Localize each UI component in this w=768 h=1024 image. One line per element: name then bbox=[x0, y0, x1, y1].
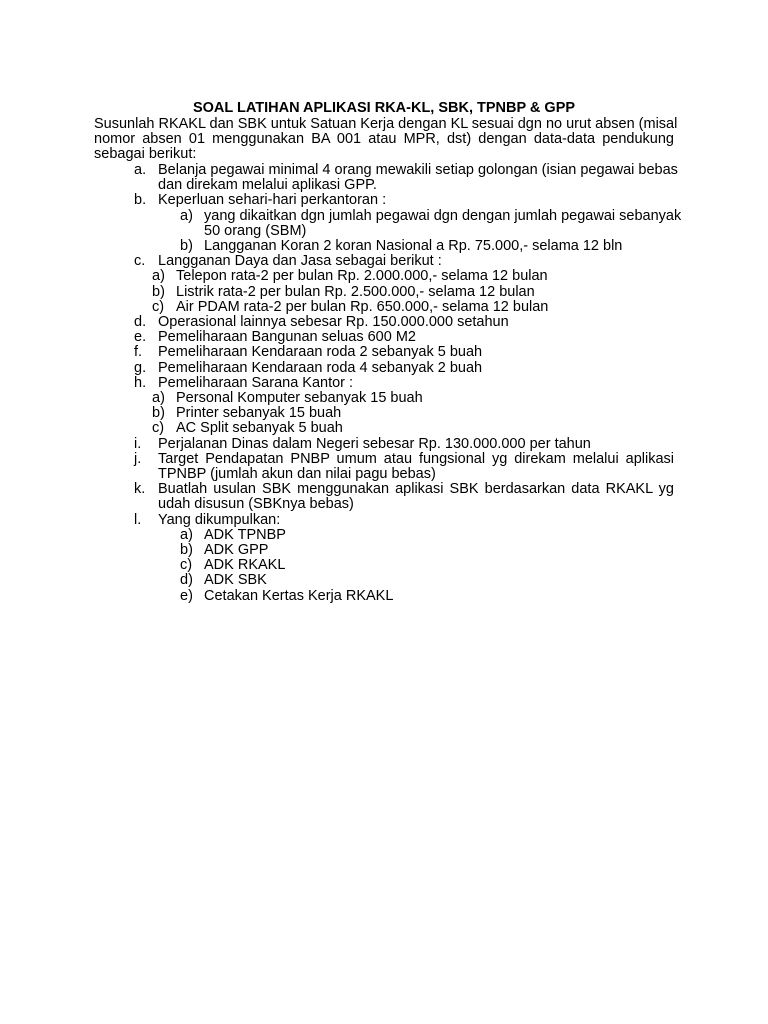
list-item-text: Pemeliharaan Kendaraan roda 4 sebanyak 2 buah bbox=[158, 359, 483, 376]
list-marker: c. bbox=[134, 253, 146, 270]
list-marker: a. bbox=[134, 162, 147, 178]
sub-item bbox=[94, 269, 674, 284]
list-item-text: Pemeliharaan Kendaraan roda 2 sebanyak 5 buah bbox=[158, 344, 483, 361]
sub-item bbox=[94, 543, 674, 558]
sub-marker: c) bbox=[152, 298, 165, 315]
sub-marker: b) bbox=[180, 542, 193, 559]
list-item-d bbox=[94, 315, 674, 330]
sub-item-text: Langganan Koran 2 koran Nasional a Rp. 75.000,- selama 12 bln bbox=[204, 238, 623, 255]
list-item-text: Perjalanan Dinas dalam Negeri sebesar Rp. 130.000.000 per tahun bbox=[158, 435, 591, 452]
sub-marker: a) bbox=[180, 526, 193, 543]
sub-marker: b) bbox=[152, 405, 165, 422]
list-item-text: Keperluan sehari-hari perkantoran : bbox=[158, 192, 387, 209]
sub-item bbox=[94, 406, 674, 421]
list-item-text: Target Pendapatan PNBP umum atau fungsional yg direkam melalui aplikasi bbox=[158, 450, 674, 467]
sub-item-text: yang dikaitkan dgn jumlah pegawai dgn dengan jumlah pegawai sebanyak bbox=[204, 207, 682, 224]
list-item-f bbox=[94, 345, 674, 360]
list-item-text: Buatlah usulan SBK menggunakan aplikasi SBK berdasarkan data RKAKL yg bbox=[158, 481, 674, 498]
list-marker: i. bbox=[134, 435, 142, 452]
list-item-text: Langganan Daya dan Jasa sebagai berikut : bbox=[158, 253, 442, 270]
sub-marker: a) bbox=[152, 268, 165, 285]
list-item-text: Pemeliharaan Bangunan seluas 600 M2 bbox=[158, 329, 416, 346]
list-item-text: Yang dikumpulkan: bbox=[158, 511, 281, 528]
sub-item-text: Air PDAM rata-2 per bulan Rp. 650.000,- selama 12 bulan bbox=[176, 298, 549, 315]
sub-item-text: ADK RKAKL bbox=[204, 557, 286, 574]
sub-marker: b) bbox=[152, 283, 165, 300]
list-marker: h. bbox=[134, 374, 147, 391]
sub-item bbox=[94, 558, 674, 573]
list-item-g bbox=[94, 361, 674, 376]
list-item-a bbox=[94, 162, 678, 194]
sub-marker: c) bbox=[180, 557, 193, 574]
list-item-text: Operasional lainnya sebesar Rp. 150.000.000 setahun bbox=[158, 314, 509, 331]
list-item-k bbox=[94, 482, 674, 512]
sub-item-text: 50 orang (SBM) bbox=[204, 222, 307, 239]
list-marker: f. bbox=[134, 344, 143, 361]
sub-marker: b) bbox=[180, 238, 193, 255]
sub-item-text: ADK TPNBP bbox=[204, 526, 286, 543]
sub-marker: a) bbox=[152, 390, 165, 407]
sub-marker: e) bbox=[180, 587, 193, 604]
list-marker: k. bbox=[134, 481, 146, 498]
sub-item-text: ADK SBK bbox=[204, 572, 267, 589]
list-marker: d. bbox=[134, 314, 147, 331]
sub-item-text: Personal Komputer sebanyak 15 buah bbox=[176, 390, 423, 407]
sub-item bbox=[94, 589, 674, 604]
sub-item bbox=[94, 300, 674, 315]
list-marker: l. bbox=[134, 511, 142, 528]
sub-item-text: Listrik rata-2 per bulan Rp. 2.500.000,- selama 12 bulan bbox=[176, 283, 535, 300]
sub-marker: d) bbox=[180, 572, 193, 589]
list-marker: e. bbox=[134, 329, 147, 346]
list-marker: j. bbox=[134, 450, 142, 467]
list-marker: g. bbox=[134, 359, 147, 376]
sub-item-text: Printer sebanyak 15 buah bbox=[176, 405, 342, 422]
intro-line: nomor absen 01 menggunakan BA 001 atau MPR, dst) dengan data-data pendukung bbox=[94, 131, 674, 148]
sub-item bbox=[94, 207, 682, 239]
sub-item-text: ADK GPP bbox=[204, 542, 269, 559]
sub-marker: a) bbox=[180, 207, 193, 224]
sub-item-text: Telepon rata-2 per bulan Rp. 2.000.000,- selama 12 bulan bbox=[176, 268, 548, 285]
list-item-text: dan direkam melalui aplikasi GPP. bbox=[158, 177, 377, 194]
list-item-h bbox=[94, 376, 674, 391]
sub-item bbox=[94, 528, 674, 543]
list-item-l bbox=[94, 513, 674, 528]
intro-line: Susunlah RKAKL dan SBK untuk Satuan Kerja dengan KL sesuai dgn no urut absen (misal bbox=[94, 116, 678, 132]
document-title: SOAL LATIHAN APLIKASI RKA-KL, SBK, TPNBP & GPP bbox=[192, 100, 576, 116]
sub-item bbox=[94, 239, 674, 254]
sub-item-text: AC Split sebanyak 5 buah bbox=[176, 420, 343, 437]
list-item-text: Pemeliharaan Sarana Kantor : bbox=[158, 374, 354, 391]
list-item-text: TPNBP (jumlah akun dan nilai pagu bebas) bbox=[158, 466, 436, 483]
intro-line: sebagai berikut: bbox=[94, 146, 197, 163]
sub-item bbox=[94, 391, 674, 406]
list-marker: b. bbox=[134, 192, 147, 209]
list-item-e bbox=[94, 330, 674, 345]
list-item-text: udah disusun (SBKnya bebas) bbox=[158, 496, 354, 513]
sub-item-text: Cetakan Kertas Kerja RKAKL bbox=[204, 587, 394, 604]
list-item-b bbox=[94, 193, 674, 208]
sub-marker: c) bbox=[152, 420, 165, 437]
sub-item bbox=[94, 573, 674, 588]
sub-item bbox=[94, 285, 674, 300]
sub-item bbox=[94, 421, 674, 436]
list-item-c bbox=[94, 254, 674, 269]
list-item-text: Belanja pegawai minimal 4 orang mewakili setiap golongan (isian pegawai bebas bbox=[158, 162, 678, 178]
requirements-list bbox=[94, 162, 682, 604]
list-item-i bbox=[94, 437, 674, 452]
list-item-j bbox=[94, 452, 674, 482]
intro-paragraph bbox=[94, 116, 678, 163]
